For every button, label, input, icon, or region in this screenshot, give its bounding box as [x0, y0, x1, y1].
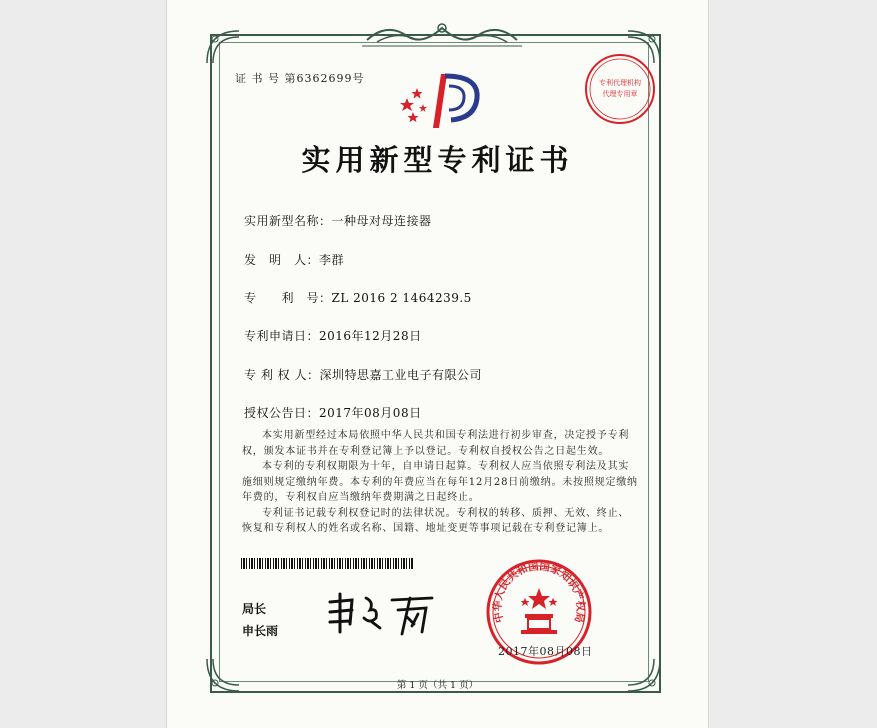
body-paragraph: 本专利的专利权期限为十年，自申请日起算。专利权人应当依照专利法及其实施细则规定缴纳年费。本专利的年费应当在每年12月28日前缴纳。未按照规定缴纳年费的，专利权自应当缴纳年费期满之日起终止。: [242, 461, 638, 503]
agent-seal-icon: [583, 52, 657, 126]
field-patentee: 专 利 权 人：深圳特思嘉工业电子有限公司: [244, 368, 482, 382]
svg-text:专利代理机构: 专利代理机构: [599, 79, 641, 87]
certificate-number: 证 书 号 第6362699号: [235, 72, 365, 85]
patent-office-logo-icon: [399, 70, 484, 132]
director-name: 申长雨: [242, 624, 279, 638]
page-number: 第 1 页（共 1 页）: [396, 680, 479, 691]
field-application-date: 专利申请日：2016年12月28日: [244, 329, 422, 343]
barcode: [241, 558, 413, 569]
svg-text:中华人民共和国国家知识产权局: 中华人民共和国国家知识产权局: [491, 560, 587, 624]
viewer-left-margin: [0, 0, 167, 728]
field-inventor: 发 明 人：李群: [244, 253, 345, 267]
certificate-title: 实用新型专利证书: [301, 143, 574, 177]
seal-date: 2017年08月08日: [498, 645, 593, 658]
director-signature: [322, 588, 447, 640]
corner-ornament-icon: [203, 27, 243, 67]
certificate-page: [167, 0, 708, 728]
body-paragraph: 专利证书记载专利权登记时的法律状况。专利权的转移、质押、无效、终止、恢复和专利权人的姓名或名称、国籍、地址变更等事项记载在专利登记簿上。: [242, 507, 630, 534]
field-utility-model-name: 实用新型名称：一种母对母连接器: [244, 214, 432, 228]
field-grant-date: 授权公告日：2017年08月08日: [244, 406, 422, 420]
field-patent-number: 专 利 号：ZL 2016 2 1464239.5: [244, 291, 472, 305]
top-ornament-icon: [357, 18, 527, 48]
viewer-right-margin: [708, 0, 877, 728]
body-paragraph: 本实用新型经过本局依照中华人民共和国专利法进行初步审查，决定授予专利权，颁发本证书并在专利登记簿上予以登记。专利权自授权公告之日起生效。: [242, 430, 630, 457]
director-title: 局长: [242, 602, 267, 616]
certificate-body: [242, 428, 638, 537]
svg-text:代理专用章: 代理专用章: [602, 90, 638, 98]
